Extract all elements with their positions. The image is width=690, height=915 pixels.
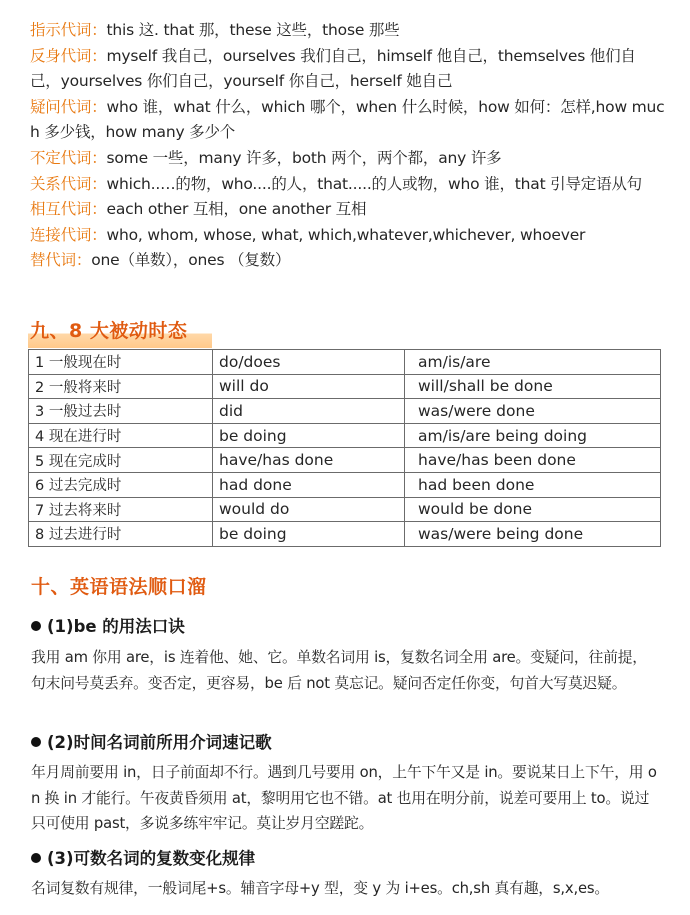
passive-tense-table bbox=[28, 349, 661, 547]
pronoun-text: myself 我自己，ourselves 我们自己，himself 他自己，themselves 他们自己，yourselves 你们自己，yourself 你自己，herself 她自己 bbox=[30, 46, 636, 91]
subheading-plural-nouns bbox=[31, 845, 255, 869]
paragraph-plural-nouns: 名词复数有规律，一般词尾+s。辅音字母+y 型，变 y 为 i+es。ch,sh 真有趣，s,x,es。 bbox=[31, 880, 609, 897]
pronoun-text: who 谁，what 什么，which 哪个，when 什么时候，how 如何：怎样,how much 多少钱，how many 多少个 bbox=[30, 97, 665, 142]
tense-name-cell: 4 现在进行时 bbox=[29, 423, 213, 448]
subheading-be-usage bbox=[31, 613, 185, 637]
pronoun-line-interrogative bbox=[30, 95, 665, 146]
pronoun-label: 替代词： bbox=[30, 251, 92, 270]
active-form-cell: be doing bbox=[213, 522, 405, 547]
subheading-text: (1)be 的用法口诀 bbox=[47, 617, 185, 636]
tense-name-cell: 3 一般过去时 bbox=[29, 399, 213, 424]
table-row bbox=[29, 350, 661, 375]
active-form-cell: do/does bbox=[213, 350, 405, 375]
tense-name-cell: 5 现在完成时 bbox=[29, 448, 213, 473]
active-form-cell: have/has done bbox=[213, 448, 405, 473]
pronoun-list bbox=[30, 18, 665, 274]
active-form-cell: be doing bbox=[213, 423, 405, 448]
pronoun-text: which..…的物，who....的人，that.....的人或物，who 谁，that 引导定语从句 bbox=[106, 174, 642, 193]
passive-form-cell: am/is/are being doing bbox=[405, 423, 661, 448]
pronoun-text: some 一些，many 许多，both 两个，两个都，any 许多 bbox=[106, 148, 502, 167]
pronoun-label: 反身代词： bbox=[30, 46, 107, 65]
table-row bbox=[29, 399, 661, 424]
active-form-cell: would do bbox=[213, 497, 405, 522]
active-form-cell: had done bbox=[213, 472, 405, 497]
pronoun-line-substitute bbox=[30, 248, 665, 274]
pronoun-label: 疑问代词： bbox=[30, 97, 107, 116]
pronoun-label: 不定代词： bbox=[30, 148, 107, 167]
bullet-icon bbox=[31, 853, 41, 863]
pronoun-line-demonstrative bbox=[30, 18, 665, 44]
pronoun-line-connective bbox=[30, 223, 665, 249]
tense-name-cell: 2 一般将来时 bbox=[29, 374, 213, 399]
pronoun-line-reciprocal bbox=[30, 197, 665, 223]
passive-form-cell: was/were being done bbox=[405, 522, 661, 547]
pronoun-label: 相互代词： bbox=[30, 200, 107, 219]
section-heading-passive-tenses: 九、8 大被动时态 bbox=[28, 316, 212, 348]
passive-form-cell: was/were done bbox=[405, 399, 661, 424]
section-heading-grammar-rhymes: 十、英语语法顺口溜 bbox=[31, 576, 207, 598]
passive-form-cell: am/is/are bbox=[405, 350, 661, 375]
table-row bbox=[29, 448, 661, 473]
bullet-icon bbox=[31, 737, 41, 747]
pronoun-label: 关系代词： bbox=[30, 174, 107, 193]
paragraph-be-usage: 我用 am 你用 are，is 连着他、她、它。单数名词用 is，复数名词全用 are。变疑问，往前提，句末问号莫丢弃。变否定，更容易，be 后 not 莫忘记。疑问否定任你变，句首大写莫迟疑。 bbox=[31, 649, 647, 692]
table-row bbox=[29, 374, 661, 399]
subheading-time-prepositions bbox=[31, 729, 272, 753]
tense-name-cell: 1 一般现在时 bbox=[29, 350, 213, 375]
passive-form-cell: had been done bbox=[405, 472, 661, 497]
pronoun-line-relative bbox=[30, 172, 665, 198]
pronoun-text: this 这. that 那，these 这些，those 那些 bbox=[106, 21, 400, 39]
passive-form-cell: will/shall be done bbox=[405, 374, 661, 399]
passive-form-cell: have/has been done bbox=[405, 448, 661, 473]
table-row bbox=[29, 472, 661, 497]
subheading-text: (3)可数名词的复数变化规律 bbox=[47, 849, 256, 868]
pronoun-line-reflexive bbox=[30, 44, 665, 95]
tense-name-cell: 8 过去进行时 bbox=[29, 522, 213, 547]
pronoun-text: who, whom, whose, what, which,whatever,whichever, whoever bbox=[106, 225, 586, 244]
subheading-text: (2)时间名词前所用介词速记歌 bbox=[47, 733, 272, 752]
paragraph-time-prepositions: 年月周前要用 in，日子前面却不行。遇到几号要用 on，上午下午又是 in。要说某日上下午，用 on 换 in 才能行。午夜黄昏须用 at，黎明用它也不错。at 也用在明分前，说差可要用上 to。说过只可使用 past，多说多练牢牢记。莫让岁月空蹉跎。 bbox=[31, 764, 657, 832]
active-form-cell: did bbox=[213, 399, 405, 424]
passive-form-cell: would be done bbox=[405, 497, 661, 522]
table-row bbox=[29, 423, 661, 448]
active-form-cell: will do bbox=[213, 374, 405, 399]
bullet-icon bbox=[31, 621, 41, 631]
tense-name-cell: 6 过去完成时 bbox=[29, 472, 213, 497]
pronoun-label: 连接代词： bbox=[30, 225, 107, 244]
tense-name-cell: 7 过去将来时 bbox=[29, 497, 213, 522]
pronoun-line-indefinite bbox=[30, 146, 665, 172]
table-row bbox=[29, 497, 661, 522]
pronoun-text: each other 互相，one another 互相 bbox=[106, 200, 367, 219]
pronoun-label: 指示代词： bbox=[30, 21, 107, 39]
table-row bbox=[29, 522, 661, 547]
pronoun-text: one（单数），ones （复数） bbox=[91, 251, 291, 270]
